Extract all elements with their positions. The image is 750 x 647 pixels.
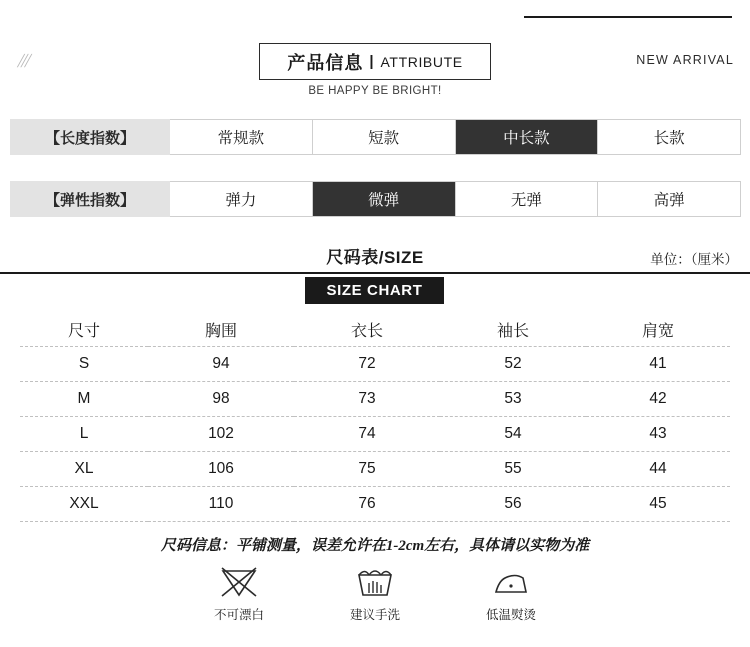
size-chart-heading: 尺码表/SIZE bbox=[326, 248, 424, 267]
hand-wash-icon bbox=[355, 562, 395, 602]
care-item-no-bleach bbox=[191, 562, 287, 623]
cell-sleeve: 56 bbox=[440, 487, 586, 522]
table-row bbox=[20, 347, 730, 382]
table-row bbox=[20, 452, 730, 487]
cell-sleeve: 52 bbox=[440, 347, 586, 382]
cell-shoulder: 41 bbox=[586, 347, 730, 382]
cell-length: 76 bbox=[294, 487, 440, 522]
cell-shoulder: 44 bbox=[586, 452, 730, 487]
low-iron-icon bbox=[491, 562, 531, 602]
cell-size: XXL bbox=[20, 487, 148, 522]
care-item-low-iron bbox=[463, 562, 559, 623]
care-label: 不可漂白 bbox=[213, 608, 264, 622]
no-bleach-icon bbox=[219, 562, 259, 602]
elasticity-index-options bbox=[170, 181, 741, 217]
table-header-row bbox=[20, 313, 730, 347]
size-chart-badge: SIZE CHART bbox=[305, 277, 444, 304]
top-rule bbox=[524, 16, 732, 18]
table-row bbox=[20, 487, 730, 522]
elasticity-option-slight[interactable]: 微弹 bbox=[313, 182, 456, 216]
size-unit-label: 单位：（厘米） bbox=[650, 252, 738, 267]
page-title: 产品信息 bbox=[287, 52, 364, 73]
elasticity-option-elastic[interactable]: 弹力 bbox=[170, 182, 313, 216]
cell-size: L bbox=[20, 417, 148, 452]
cell-length: 74 bbox=[294, 417, 440, 452]
elasticity-option-none[interactable]: 无弹 bbox=[456, 182, 599, 216]
cell-length: 75 bbox=[294, 452, 440, 487]
slash-mark-icon: /// bbox=[15, 50, 32, 72]
table-row bbox=[20, 382, 730, 417]
size-note: 尺码信息：平铺测量，误差允许在1-2cm左右，具体请以实物为准 bbox=[160, 538, 590, 554]
column-header-sleeve: 袖长 bbox=[440, 313, 586, 347]
size-table bbox=[20, 313, 730, 522]
length-option-midlong[interactable]: 中长款 bbox=[456, 120, 599, 154]
product-info-title-box bbox=[259, 43, 491, 80]
elasticity-option-high[interactable]: 高弹 bbox=[598, 182, 740, 216]
cell-sleeve: 53 bbox=[440, 382, 586, 417]
cell-size: XL bbox=[20, 452, 148, 487]
new-arrival-label: NEW ARRIVAL bbox=[636, 53, 734, 67]
care-instructions bbox=[0, 562, 750, 623]
title-separator: | bbox=[369, 53, 374, 70]
cell-bust: 102 bbox=[148, 417, 294, 452]
cell-shoulder: 45 bbox=[586, 487, 730, 522]
column-header-size: 尺寸 bbox=[20, 313, 148, 347]
table-row bbox=[20, 417, 730, 452]
cell-length: 72 bbox=[294, 347, 440, 382]
length-option-short[interactable]: 短款 bbox=[313, 120, 456, 154]
length-index-options bbox=[170, 119, 741, 155]
cell-length: 73 bbox=[294, 382, 440, 417]
care-label: 建议手洗 bbox=[349, 608, 400, 622]
cell-shoulder: 42 bbox=[586, 382, 730, 417]
column-header-bust: 胸围 bbox=[148, 313, 294, 347]
cell-size: S bbox=[20, 347, 148, 382]
page-subtitle: BE HAPPY BE BRIGHT! bbox=[308, 85, 442, 97]
column-header-shoulder: 肩宽 bbox=[586, 313, 730, 347]
care-label: 低温熨烫 bbox=[485, 608, 536, 622]
page-header bbox=[0, 40, 750, 102]
cell-bust: 106 bbox=[148, 452, 294, 487]
elasticity-index-row bbox=[10, 181, 741, 217]
cell-sleeve: 54 bbox=[440, 417, 586, 452]
column-header-length: 衣长 bbox=[294, 313, 440, 347]
length-option-regular[interactable]: 常规款 bbox=[170, 120, 313, 154]
cell-size: M bbox=[20, 382, 148, 417]
elasticity-index-label: 【弹性指数】 bbox=[10, 181, 170, 217]
length-option-long[interactable]: 长款 bbox=[598, 120, 740, 154]
page-title-en: ATTRIBUTE bbox=[380, 53, 463, 70]
section-divider bbox=[0, 272, 750, 274]
length-index-row bbox=[10, 119, 741, 155]
cell-shoulder: 43 bbox=[586, 417, 730, 452]
care-item-hand-wash bbox=[327, 562, 423, 623]
length-index-label: 【长度指数】 bbox=[10, 119, 170, 155]
cell-bust: 110 bbox=[148, 487, 294, 522]
cell-sleeve: 55 bbox=[440, 452, 586, 487]
cell-bust: 98 bbox=[148, 382, 294, 417]
cell-bust: 94 bbox=[148, 347, 294, 382]
